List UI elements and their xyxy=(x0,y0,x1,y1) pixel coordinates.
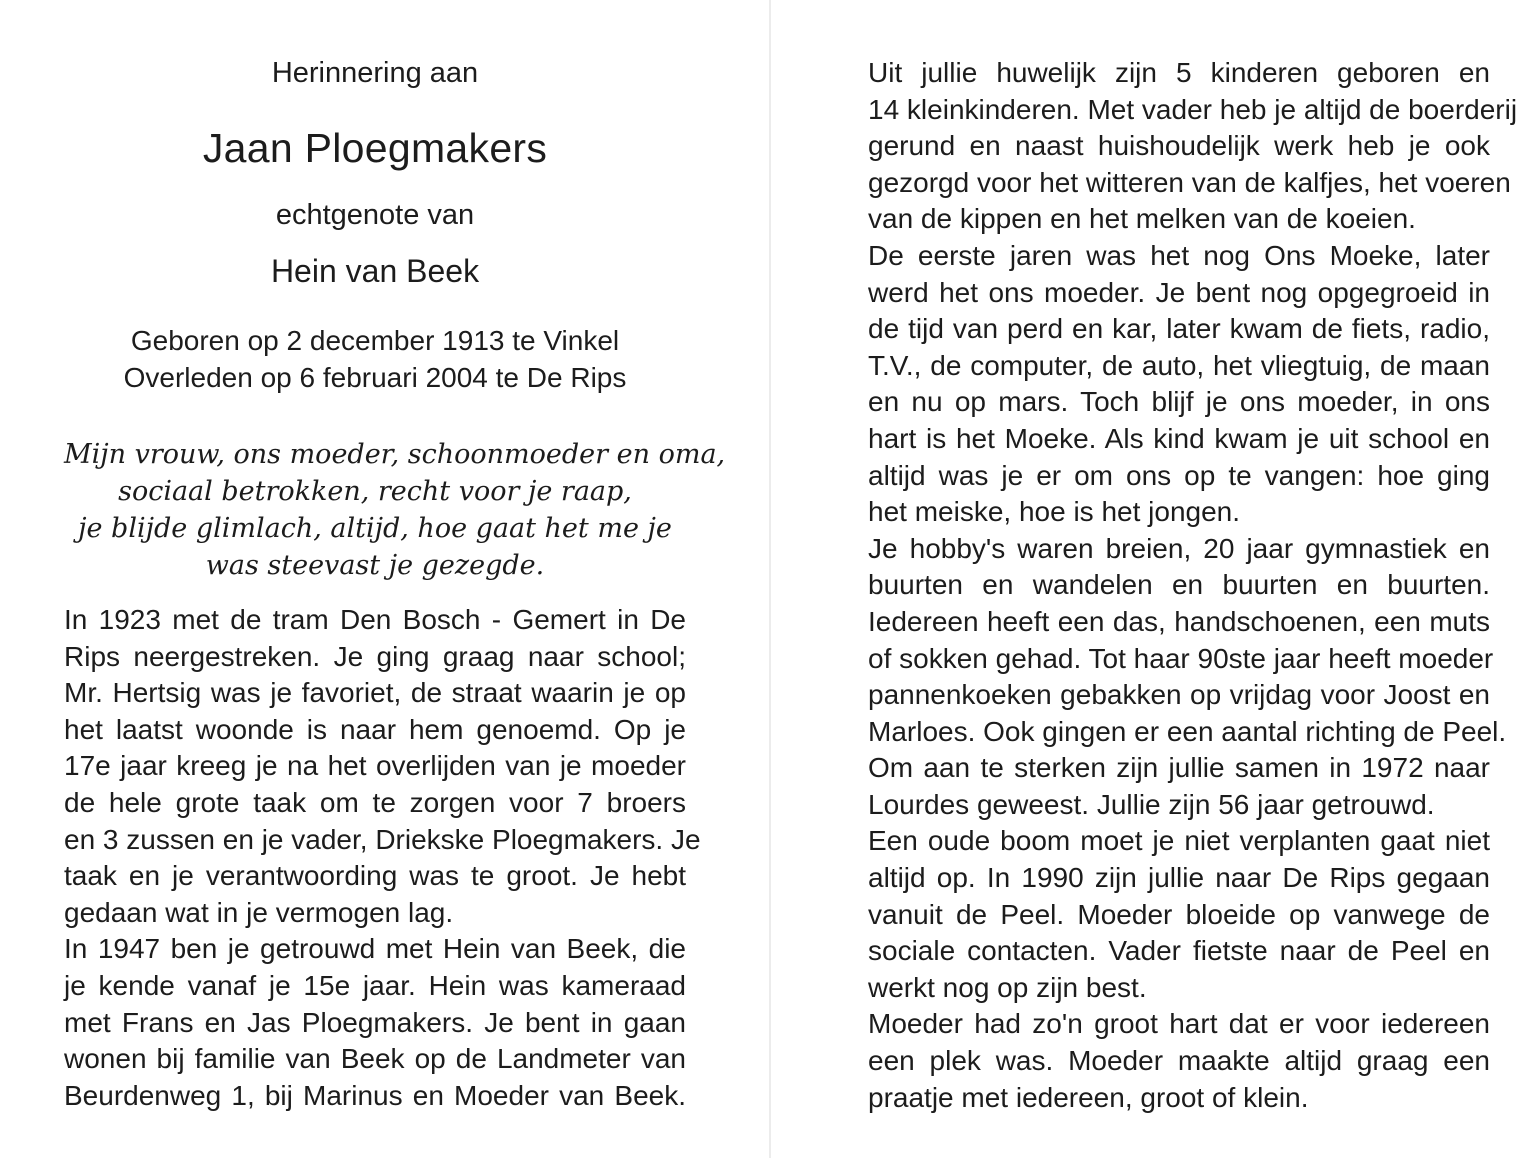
relation-text: echtgenote van xyxy=(275,199,475,231)
bio-line: Een oude boom moet je niet verplanten gaat niet xyxy=(868,825,1490,857)
bio-line: en 3 zussen en je vader, Driekske Ploegmakers. Je xyxy=(64,823,701,855)
biography-right xyxy=(868,55,1518,1116)
poem xyxy=(64,436,726,584)
bio-line: 17e jaar kreeg je na het overlijden van je moeder xyxy=(64,750,686,782)
bio-line: Mr. Hertsig was je favoriet, de straat waarin je op xyxy=(64,677,686,709)
bio-line: Lourdes geweest. Jullie zijn 56 jaar getrouwd. xyxy=(868,788,1435,820)
bio-line: gerund en naast huishoudelijk werk heb je ook xyxy=(868,130,1490,162)
bio-line: buurten en wandelen en buurten en buurten. xyxy=(868,569,1490,601)
bio-line: In 1923 met de tram Den Bosch - Gemert in De xyxy=(64,604,686,635)
bio-line: taak en je verantwoording was te groot. Je hebt xyxy=(64,860,686,892)
bio-line: vanuit de Peel. Moeder bloeide op vanwege de xyxy=(868,898,1490,930)
bio-line: wonen bij familie van Beek op de Landmeter van xyxy=(64,1043,686,1075)
bio-line: of sokken gehad. Tot haar 90ste jaar heeft moeder xyxy=(868,642,1494,674)
bio-line: de hele grote taak om te zorgen voor 7 broers xyxy=(64,786,686,818)
bio-line: werkt nog op zijn best. xyxy=(868,971,1147,1003)
bio-line: praatje met iedereen, groot of klein. xyxy=(868,1081,1309,1113)
bio-line: het meiske, hoe is het jongen. xyxy=(868,496,1241,528)
bio-line: pannenkoeken gebakken op vrijdag voor Joost en xyxy=(868,679,1490,711)
poem-line: je blijde glimlach, altijd, hoe gaat het me je xyxy=(78,513,672,544)
bio-line: gezorgd voor het witteren van de kalfjes, het voeren xyxy=(868,166,1511,198)
bio-line: en nu op mars. Toch blijf je ons moeder, in ons xyxy=(868,386,1490,418)
bio-line: gedaan wat in je vermogen lag. xyxy=(64,896,454,928)
bio-line: je kende vanaf je 15e jaar. Hein was kameraad xyxy=(64,969,686,1001)
poem-line: was steevast je gezegde. xyxy=(205,550,545,581)
intro-text: Herinnering aan xyxy=(271,57,479,89)
bio-line: met Frans en Jas Ploegmakers. Je bent in gaan xyxy=(64,1006,686,1038)
life-dates xyxy=(64,322,686,396)
bio-line: het laatst woonde is naar hem genoemd. Op je xyxy=(64,713,686,745)
bio-line: Iedereen heeft een das, handschoenen, een muts xyxy=(868,605,1490,637)
bio-line: werd het ons moeder. Je bent nog opgegroeid in xyxy=(868,276,1490,308)
bio-line: sociale contacten. Vader fietste naar de Peel en xyxy=(868,935,1490,967)
bio-line: Om aan te sterken zijn jullie samen in 1972 naar xyxy=(868,752,1490,784)
bio-line: Uit jullie huwelijk zijn 5 kinderen geboren en xyxy=(868,57,1490,88)
poem-line: sociaal betrokken, recht voor je raap, xyxy=(118,476,632,507)
bio-line: van de kippen en het melken van de koeien. xyxy=(868,203,1416,235)
bio-line: In 1947 ben je getrouwd met Hein van Beek, die xyxy=(64,933,686,965)
bio-line: T.V., de computer, de auto, het vliegtuig, de maan xyxy=(868,349,1490,381)
bio-line: Je hobby's waren breien, 20 jaar gymnastiek en xyxy=(868,532,1490,564)
spouse-name: Hein van Beek xyxy=(270,253,480,289)
bio-line: altijd was je er om ons op te vangen: hoe ging xyxy=(868,459,1490,491)
bio-line: de tijd van perd en kar, later kwam de fiets, radio, xyxy=(868,313,1490,345)
bio-line: Beurdenweg 1, bij Marinus en Moeder van Beek. xyxy=(64,1079,686,1111)
bio-line: Marloes. Ook gingen er een aantal richting de Peel. xyxy=(868,715,1507,747)
bio-line: een plek was. Moeder maakte altijd graag een xyxy=(868,1045,1490,1077)
birth-line: Geboren op 2 december 1913 te Vinkel xyxy=(130,325,620,356)
bio-line: hart is het Moeke. Als kind kwam je uit school en xyxy=(868,422,1490,454)
biography-left xyxy=(64,602,701,1114)
bio-line: altijd op. In 1990 zijn jullie naar De Rips gegaan xyxy=(868,862,1490,894)
bio-line: De eerste jaren was het nog Ons Moeke, later xyxy=(868,239,1490,271)
card-fold xyxy=(769,0,771,1158)
bio-line: Moeder had zo'n groot hart dat er voor iedereen xyxy=(868,1008,1490,1040)
deceased-name: Jaan Ploegmakers xyxy=(202,125,548,171)
poem-line: Mijn vrouw, ons moeder, schoonmoeder en oma, xyxy=(64,439,726,470)
bio-line: Rips neergestreken. Je ging graag naar school; xyxy=(64,640,686,672)
death-line: Overleden op 6 februari 2004 te De Rips xyxy=(123,362,627,393)
bio-line: 14 kleinkinderen. Met vader heb je altijd de boerderij xyxy=(868,93,1518,125)
